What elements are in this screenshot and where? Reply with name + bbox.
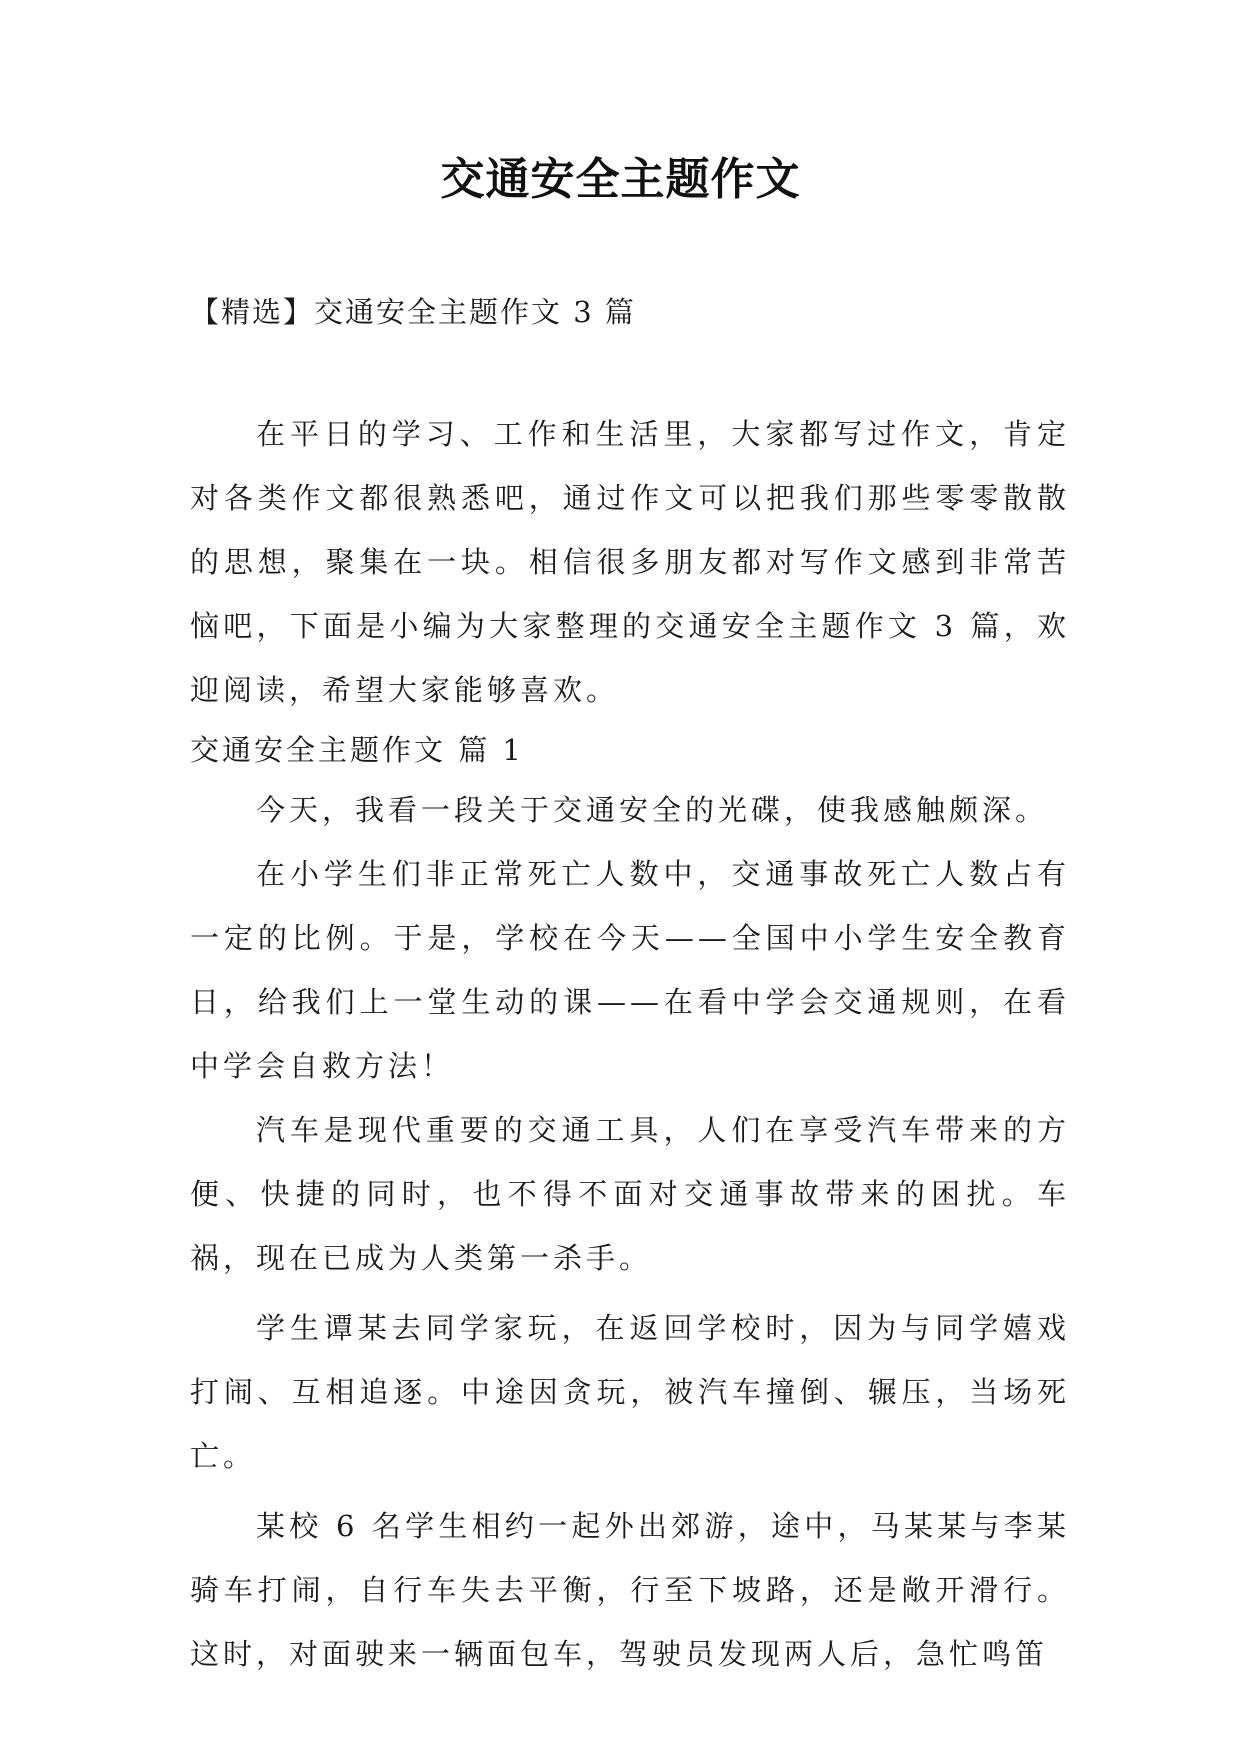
document-body	[190, 402, 1070, 1686]
body-paragraph: 今天，我看一段关于交通安全的光碟，使我感触颇深。	[256, 793, 1049, 827]
body-paragraph: 学生谭某去同学家玩，在返回学校时，因为与同学嬉戏打闹、互相追逐。中途因贪玩，被汽车撞倒、辗压，当场死亡。	[190, 1311, 1070, 1473]
body-paragraph: 汽车是现代重要的交通工具，人们在享受汽车带来的方便、快捷的同时，也不得不面对交通事故带来的困扰。车祸，现在已成为人类第一杀手。	[190, 1113, 1070, 1275]
intro-paragraph: 在平日的学习、工作和生活里，大家都写过作文，肯定对各类作文都很熟悉吧，通过作文可以把我们那些零零散散的思想，聚集在一块。相信很多朋友都对写作文感到非常苦恼吧，下面是小编为大家整理的交通安全主题作文 3 篇，欢迎阅读，希望大家能够喜欢。	[190, 417, 1070, 707]
body-paragraph: 在小学生们非正常死亡人数中，交通事故死亡人数占有一定的比例。于是，学校在今天——全国中小学生安全教育日，给我们上一堂生动的课——在看中学会交通规则，在看中学会自救方法！	[190, 857, 1070, 1083]
document-subtitle: 【精选】交通安全主题作文 3 篇	[190, 295, 636, 329]
document-title: 交通安全主题作文	[440, 154, 801, 205]
body-paragraph: 某校 6 名学生相约一起外出郊游，途中，马某某与李某骑车打闹，自行车失去平衡，行至下坡路，还是敞开滑行。这时，对面驶来一辆面包车，驾驶员发现两人后，急忙鸣笛	[190, 1509, 1070, 1671]
section-heading: 交通安全主题作文 篇 1	[190, 733, 524, 767]
